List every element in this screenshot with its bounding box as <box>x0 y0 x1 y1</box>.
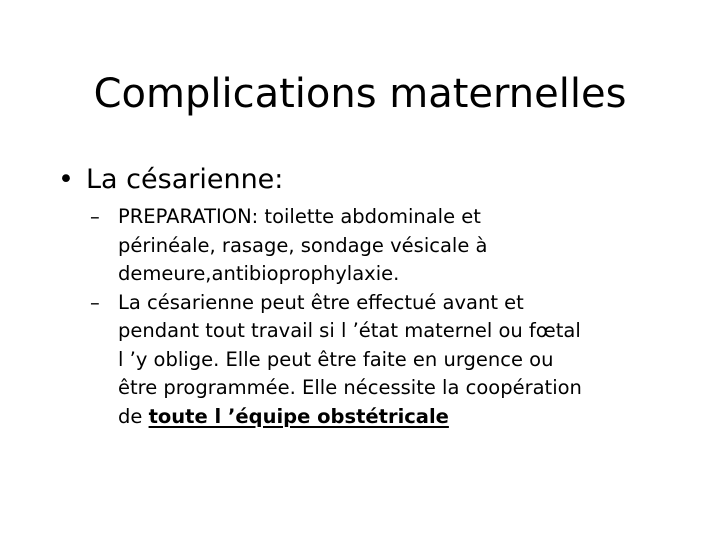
sub-bullet-line: périnéale, rasage, sondage vésicale à <box>118 233 488 257</box>
sub-bullet-line: pendant tout travail si l ’état maternel ou fœtal <box>118 319 581 342</box>
emphasized-text: toute l ’équipe obstétricale <box>148 404 449 428</box>
sub-bullet-line: La césarienne peut être effectué avant et <box>118 290 524 314</box>
bullet-marker: • <box>58 164 74 195</box>
sub-bullet-list <box>90 203 670 431</box>
main-bullet-text: La césarienne: <box>86 164 284 195</box>
sub-bullet-last-line <box>118 403 670 432</box>
slide-title: Complications maternelles <box>93 71 627 117</box>
main-bullet <box>58 160 283 200</box>
sub-bullet-cesarean-info <box>90 289 670 432</box>
dash-marker: – <box>90 205 100 228</box>
sub-bullet-line: l ’y oblige. Elle peut être faite en urgence ou <box>118 347 554 371</box>
last-line-prefix: de <box>118 404 149 428</box>
sub-bullet-line: être programmée. Elle nécessite la coopération <box>118 376 582 399</box>
sub-bullet-preparation <box>90 203 670 289</box>
dash-marker: – <box>90 290 100 314</box>
sub-bullet-line: PREPARATION: toilette abdominale et <box>118 205 481 228</box>
sub-bullet-line: demeure,antibioprophylaxie. <box>118 262 400 285</box>
